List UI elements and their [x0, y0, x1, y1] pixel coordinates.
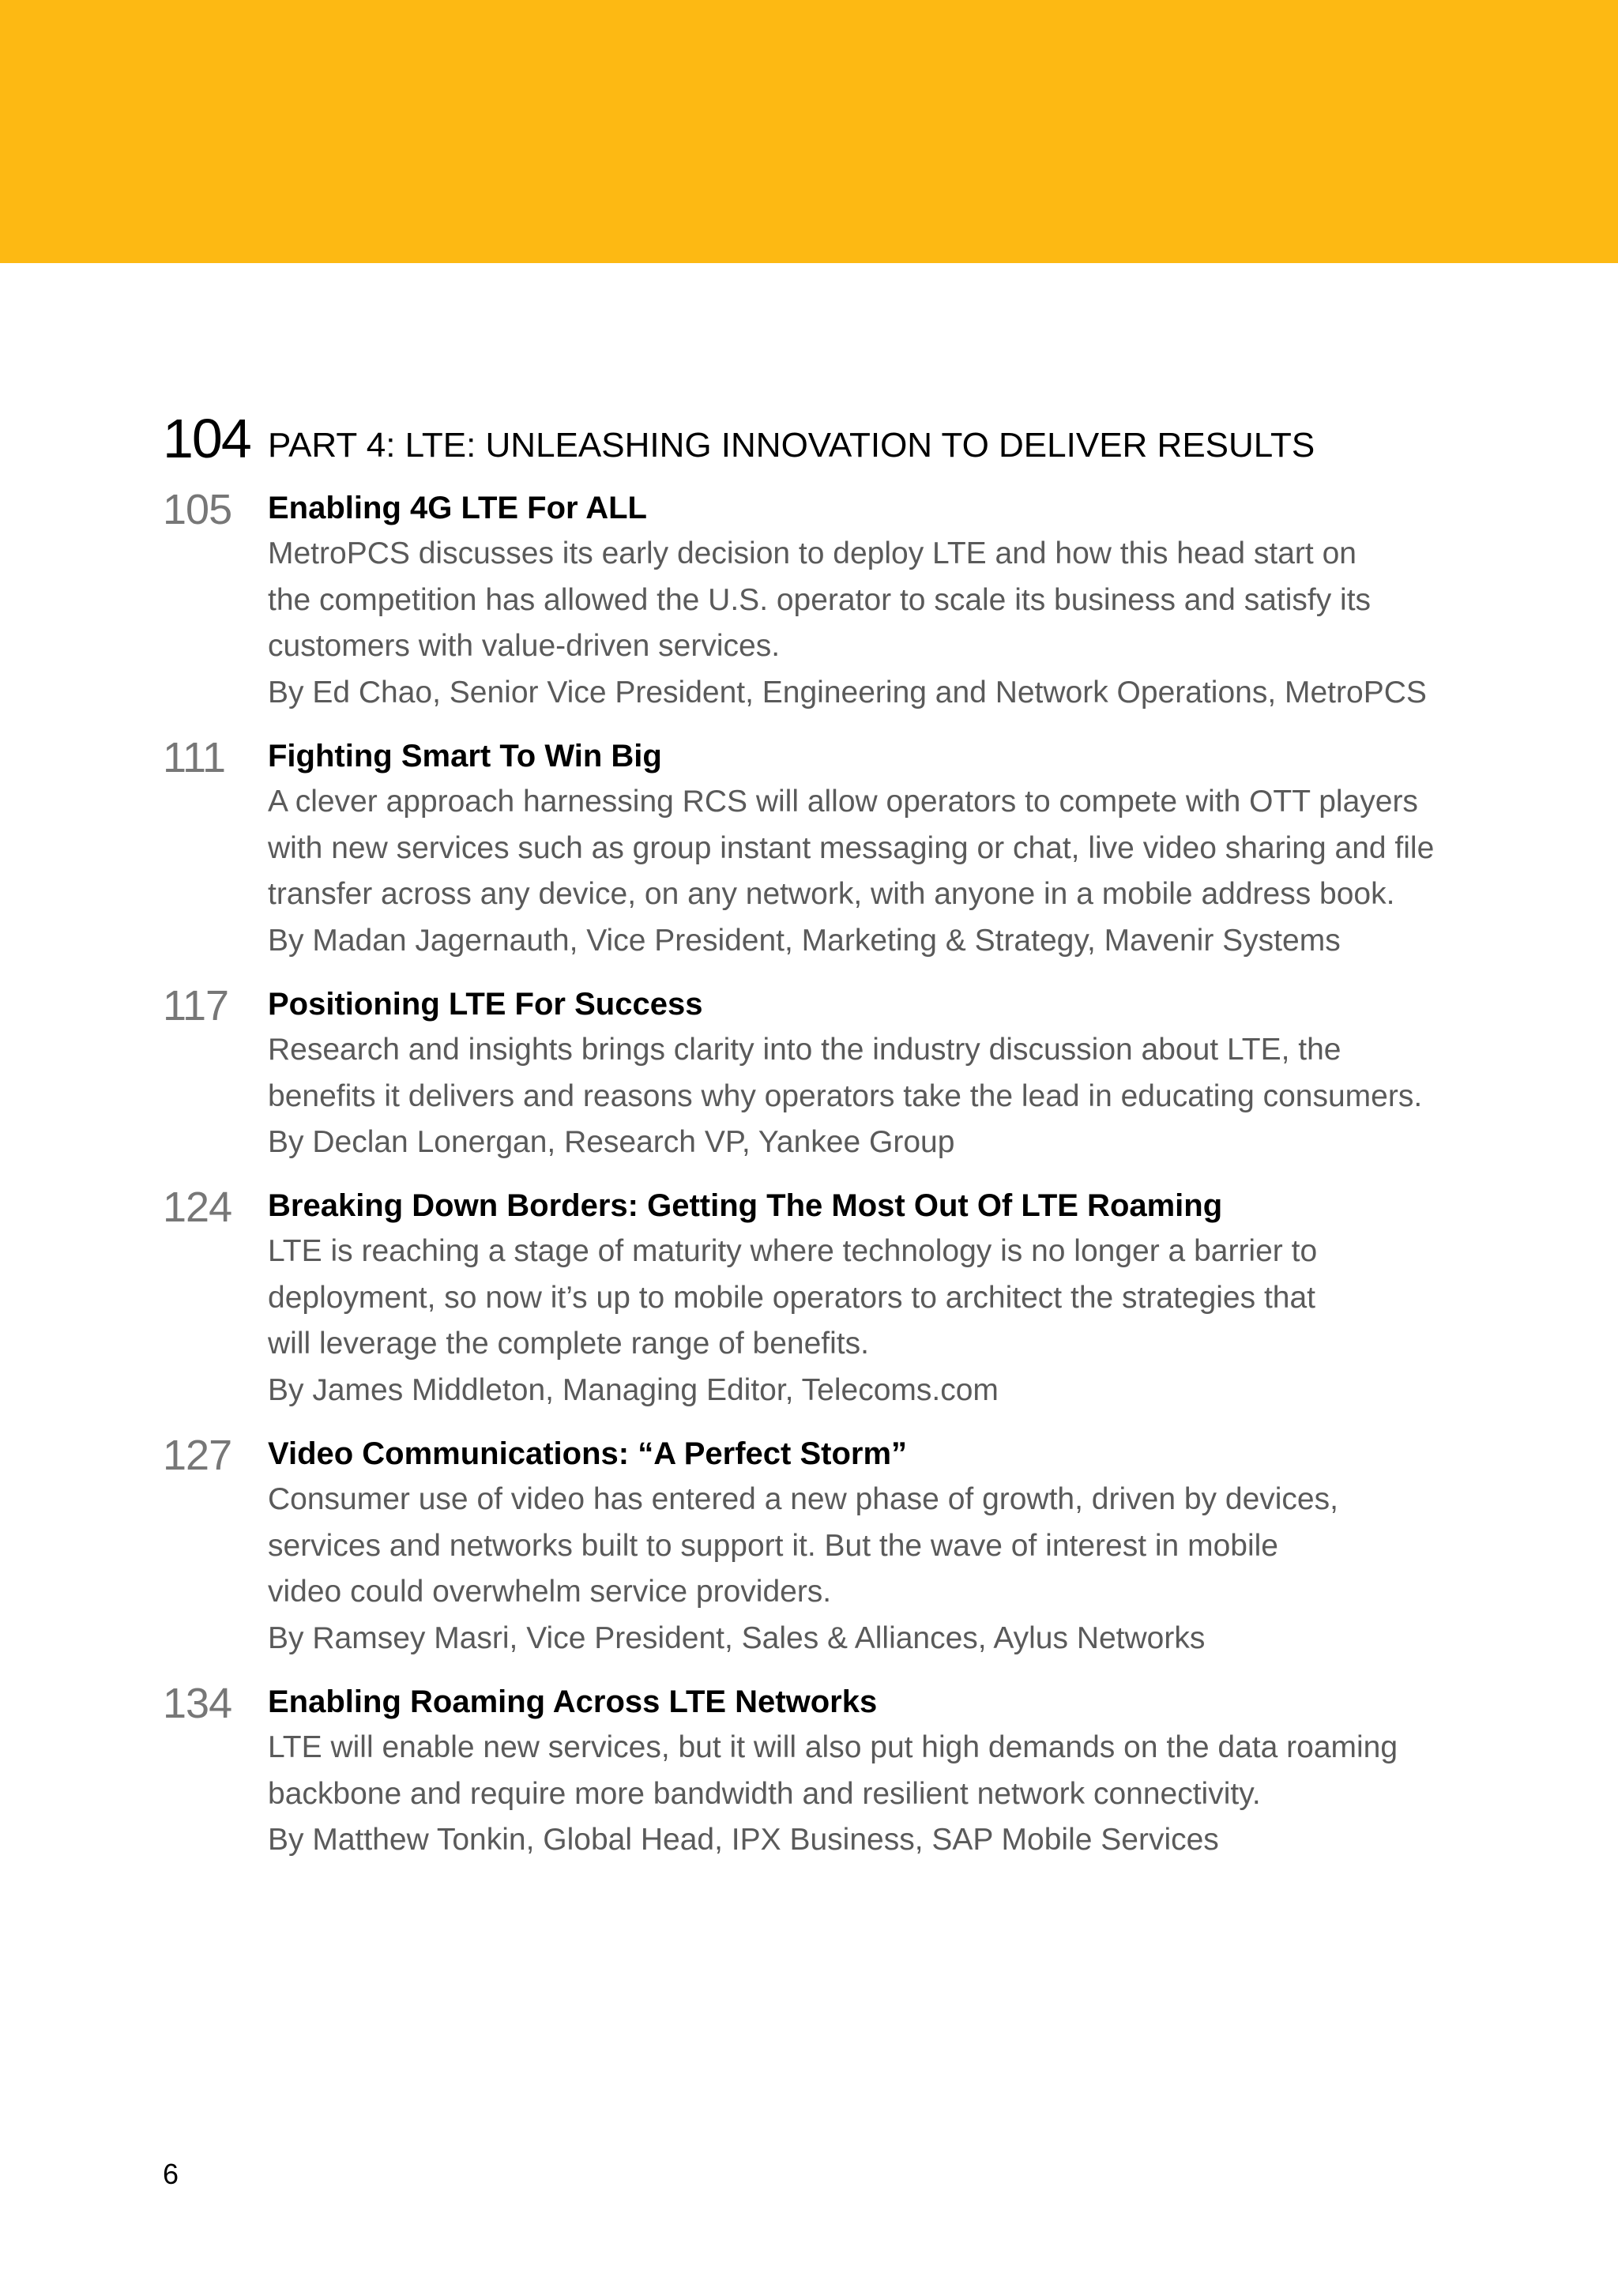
- entry-description-line: backbone and require more bandwidth and resilient network connectivity.: [268, 1776, 1261, 1811]
- entry-title[interactable]: Enabling Roaming Across LTE Networks: [268, 1684, 878, 1719]
- part-heading: [163, 407, 1585, 478]
- entry-title[interactable]: Fighting Smart To Win Big: [268, 739, 662, 773]
- entry-description-line: video could overwhelm service providers.: [268, 1575, 832, 1609]
- entry-title[interactable]: Breaking Down Borders: Getting The Most Out Of LTE Roaming: [268, 1188, 1223, 1223]
- entry-description-line: benefits it delivers and reasons why operators take the lead in educating consumers.: [268, 1078, 1423, 1113]
- entry-page-number: 134: [163, 1680, 232, 1727]
- entry-byline: By Matthew Tonkin, Global Head, IPX Business, SAP Mobile Services: [268, 1823, 1219, 1857]
- part-title: PART 4: LTE: UNLEASHING INNOVATION TO DELIVER RESULTS: [268, 426, 1315, 465]
- entry-byline: By Ramsey Masri, Vice President, Sales & Alliances, Aylus Networks: [268, 1620, 1206, 1655]
- entry-description-line: Consumer use of video has entered a new phase of growth, driven by devices,: [268, 1482, 1338, 1516]
- entry-description-line: transfer across any device, on any network, with anyone in a mobile address book.: [268, 877, 1395, 911]
- entry-title[interactable]: Video Communications: “A Perfect Storm”: [268, 1436, 908, 1471]
- entry-byline: By Declan Lonergan, Research VP, Yankee Group: [268, 1125, 955, 1159]
- entry-page-number: 124: [163, 1184, 232, 1231]
- entry-description-line: customers with value-driven services.: [268, 629, 781, 663]
- entry-description-line: the competition has allowed the U.S. operator to scale its business and satisfy its: [268, 582, 1372, 617]
- header-banner: [0, 0, 1618, 263]
- entry-page-number: 105: [163, 486, 232, 533]
- entry-description-line: Research and insights brings clarity into the industry discussion about LTE, the: [268, 1033, 1341, 1067]
- entry-page-number: 127: [163, 1432, 232, 1479]
- page-number: 6: [163, 2158, 179, 2190]
- entry-byline: By James Middleton, Managing Editor, Telecoms.com: [268, 1372, 999, 1407]
- entry-description-line: with new services such as group instant messaging or chat, live video sharing and file: [268, 830, 1435, 865]
- entry-byline: By Ed Chao, Senior Vice President, Engineering and Network Operations, MetroPCS: [268, 675, 1427, 710]
- entry-description-line: LTE will enable new services, but it will also put high demands on the data roaming: [268, 1730, 1398, 1764]
- entry-title[interactable]: Positioning LTE For Success: [268, 987, 703, 1022]
- entry-page-number: 117: [163, 982, 229, 1029]
- entry-description-line: services and networks built to support it. But the wave of interest in mobile: [268, 1528, 1278, 1563]
- entry-description-line: deployment, so now it’s up to mobile operators to architect the strategies that: [268, 1280, 1315, 1315]
- entry-description-line: will leverage the complete range of benefits.: [268, 1327, 869, 1361]
- part-number: 104: [163, 408, 250, 469]
- entry-page-number: 111: [163, 734, 226, 781]
- entry-description-line: LTE is reaching a stage of maturity where technology is no longer a barrier to: [268, 1234, 1318, 1268]
- entry-description-line: MetroPCS discusses its early decision to deploy LTE and how this head start on: [268, 536, 1356, 570]
- entry-title[interactable]: Enabling 4G LTE For ALL: [268, 491, 647, 525]
- entry-description-line: A clever approach harnessing RCS will allow operators to compete with OTT players: [268, 785, 1418, 819]
- entry-byline: By Madan Jagernauth, Vice President, Marketing & Strategy, Mavenir Systems: [268, 923, 1341, 958]
